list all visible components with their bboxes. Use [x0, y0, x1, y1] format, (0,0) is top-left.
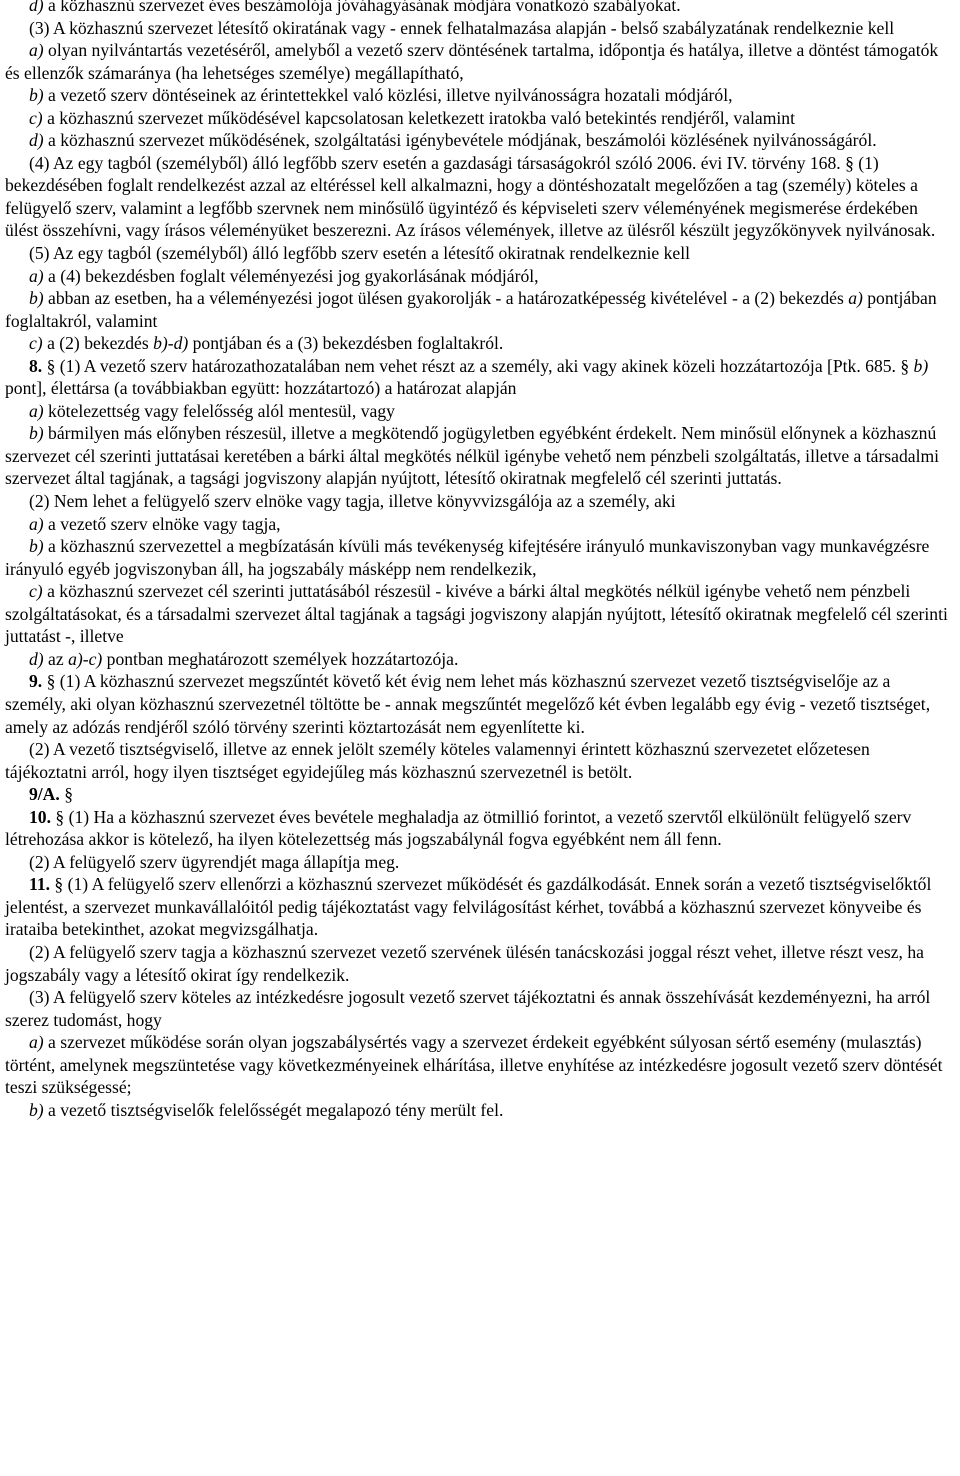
text-run: § — [59, 784, 73, 805]
point-label: d) — [29, 0, 44, 15]
section-number: 11. — [29, 874, 51, 895]
text-run: pontjában és a (3) bekezdésben foglaltakról. — [188, 333, 504, 354]
text-run: § (1) A vezető szerv határozathozatalában nem vehet részt az a személy, aki vagy akinek közeli hozzátartozója [Ptk. 685. § — [42, 355, 914, 376]
text-run: a közhasznú szervezettel a megbízatásán kívüli más tevékenység kifejtésére irányuló munkaviszonyban vagy munkavégzésre irányuló egyéb jogviszonyban áll, ha jogszabály másképp nem rendelkezik, — [5, 536, 930, 579]
text-run: a közhasznú szervezet cél szerinti juttatásából részesül - kivéve a bárki által megkötés nélkül igénybe vehető nem pénzbeli szolgáltatásokat, és a társadalmi szervezet által tagjának a tagsági jogviszony alapján nyújtott, létesítő okiratnak megfelelő cél szerinti juttatást -, illetve — [5, 581, 948, 647]
text-run: a (4) bekezdésben foglalt véleményezési jog gyakorlásának módjáról, — [43, 265, 539, 286]
paragraph — [5, 738, 955, 783]
text-run: (3) A közhasznú szervezet létesítő okiratának vagy - ennek felhatalmazása alapján - belső szabályzatának rendelkeznie kell — [29, 17, 895, 38]
paragraph — [5, 986, 955, 1031]
paragraph — [5, 0, 955, 17]
text-run: § (1) Ha a közhasznú szervezet éves bevétele meghaladja az ötmillió forintot, a vezető szervtől elkülönült felügyelő szerv létrehozása akkor is kötelező, ha ilyen kötelezettség más jogszabálynál fogva egyébként nem áll fenn. — [5, 806, 912, 850]
text-run: (5) Az egy tagból (személyből) álló legfőbb szerv esetén a létesítő okiratnak rendelkeznie kell — [29, 243, 690, 264]
paragraph — [5, 851, 955, 874]
text-run: kötelezettség vagy felelősség alól mentesül, vagy — [43, 400, 395, 421]
text-run: az — [43, 648, 69, 669]
paragraph — [5, 783, 955, 806]
point-label: a) — [29, 40, 44, 61]
text-run: a közhasznú szervezet működésének, szolgáltatási igénybevétele módjának, beszámolói közlésének nyilvánosságáról. — [43, 130, 877, 151]
text-run: olyan nyilvántartás vezetéséről, amelyből a vezető szerv döntésének tartalma, időpontja és hatálya, illetve a döntést támogatók és ellenzők számaránya (ha lehetséges személye) megállapítható, — [5, 40, 939, 83]
point-label: a) — [29, 1032, 44, 1053]
text-run: abban az esetben, ha a véleményezési jogot ülésen gyakorolják - a határozatképesség kivételével - a (2) bekezdés — [43, 288, 849, 309]
text-run: § (1) A közhasznú szervezet megszűntét követő két évig nem lehet más közhasznú szervezet vezető tisztségviselője az a személy, aki olyan közhasznú szervezetnél töltötte be - annak megszűntét megelőző két évben legalább egy évig - vezető tisztséget, amely az adózás rendjéről szóló törvény szerinti köztartozását nem egyenlítette ki. — [5, 671, 931, 737]
paragraph — [5, 513, 955, 536]
paragraph — [5, 490, 955, 513]
text-run: pont], élettársa (a továbbiakban együtt: hozzátartozó) a határozat alapján — [5, 378, 517, 399]
paragraph — [5, 422, 955, 490]
paragraph — [5, 152, 955, 242]
paragraph — [5, 580, 955, 648]
section-number: 8. — [29, 355, 43, 376]
paragraph — [5, 107, 955, 130]
point-label: c) — [29, 333, 43, 354]
point-label: b)-d) — [153, 333, 189, 354]
text-run: (4) Az egy tagból (személyből) álló legfőbb szerv esetén a gazdasági társaságokról szóló 2006. évi IV. törvény 168. § (1) bekezdésében foglalt rendelkezést azzal az eltéréssel kell alkalmazni, hogy a döntéshozatalt megelőzően a tag (személy) köteles a felügyelő szerv, valamint a legfőbb szervnek nem minősülő ügyintéző és képviseleti szerv véleményének megismerése érdekében ülést összehívni, vagy írásos véleményüket beszerezni. Az írásos vélemények, illetve az ülésről készült jegyzőkönyvek nyilvánosak. — [5, 152, 936, 241]
point-label: c) — [29, 581, 43, 602]
text-run: (2) A vezető tisztségviselő, illetve az ennek jelölt személy köteles valamennyi érintett közhasznú szervezetet előzetesen tájékoztatni arról, hogy ilyen tisztséget egyidejűleg más közhasznú szervezetnél is betölt. — [5, 739, 870, 782]
point-label: b) — [29, 288, 44, 309]
point-label: a) — [29, 513, 44, 534]
point-label: a) — [848, 288, 863, 309]
section-number: 10. — [29, 806, 51, 827]
point-label: b) — [29, 536, 44, 557]
paragraph — [5, 1099, 955, 1122]
point-label: a) — [29, 265, 44, 286]
point-label: b) — [913, 355, 929, 376]
paragraph — [5, 129, 955, 152]
text-run: a közhasznú szervezet működésével kapcsolatosan keletkezett iratokba való betekintés rendjéről, valamint — [42, 107, 795, 128]
paragraph — [5, 39, 955, 84]
text-run: a szervezet működése során olyan jogszabálysértés vagy a szervezet érdekeit egyébként súlyosan sértő esemény (mulasztás) történt, amelynek megszüntetése vagy következményeinek elhárítása, illetve enyhítése az intézkedésre jogosult vezető szerv döntését teszi szükségessé; — [5, 1032, 943, 1098]
text-run: a (2) bekezdés — [42, 333, 154, 354]
text-run: pontjában foglaltakról, valamint — [5, 288, 937, 331]
paragraph — [5, 670, 955, 738]
point-label: d) — [29, 648, 44, 669]
text-run: (2) A felügyelő szerv ügyrendjét maga állapítja meg. — [29, 851, 400, 872]
point-label: d) — [29, 130, 44, 151]
paragraph — [5, 265, 955, 288]
paragraph — [5, 941, 955, 986]
text-run: bármilyen más előnyben részesül, illetve a megkötendő jogügyletben egyébként érdekelt. Nem minősül előnynek a közhasznú szervezet cél szerinti juttatásai keretében a bárki által megkötés nélkül igénybe vehető nem pénzbeli szolgáltatás, illetve a társadalmi szervezet által tagjának, a tagsági jogviszony alapján nyújtott, létesítő okiratnak megfelelő cél szerinti juttatás. — [5, 423, 940, 489]
paragraph — [5, 873, 955, 941]
paragraph — [5, 806, 955, 851]
paragraph — [5, 287, 955, 332]
text-run: (2) Nem lehet a felügyelő szerv elnöke vagy tagja, illetve könyvvizsgálója az a személy, aki — [29, 491, 676, 512]
text-run: a vezető szerv elnöke vagy tagja, — [43, 513, 281, 534]
paragraph — [5, 355, 955, 400]
paragraph — [5, 17, 955, 40]
paragraph — [5, 332, 955, 355]
paragraph — [5, 242, 955, 265]
text-run: pontban meghatározott személyek hozzátartozója. — [102, 648, 459, 669]
point-label: b) — [29, 85, 44, 106]
paragraph — [5, 1031, 955, 1099]
point-label: a)-c) — [68, 648, 103, 669]
text-run: (3) A felügyelő szerv köteles az intézkedésre jogosult vezető szervet tájékoztatni és annak összehívását kezdeményezni, ha arról szerez tudomást, hogy — [5, 987, 931, 1030]
section-number: 9. — [29, 671, 43, 692]
point-label: b) — [29, 423, 44, 444]
text-run: a vezető tisztségviselők felelősségét megalapozó tény merült fel. — [43, 1099, 504, 1120]
paragraph — [5, 400, 955, 423]
paragraph — [5, 535, 955, 580]
paragraph — [5, 648, 955, 671]
paragraph — [5, 84, 955, 107]
text-run: (2) A felügyelő szerv tagja a közhasznú szervezet vezető szervének ülésén tanácskozási joggal részt vehet, illetve részt vesz, ha jogszabály vagy a létesítő okirat így rendelkezik. — [5, 941, 924, 985]
text-run: § (1) A felügyelő szerv ellenőrzi a közhasznú szervezet működését és gazdálkodását. Ennek során a vezető tisztségviselőktől jelentést, a szervezet munkavállalóitól pedig tájékoztatást vagy felvilágosítást kérhet, továbbá a közhasznú szervezet könyveibe és irataiba betekinthet, azokat megvizsgálhatja. — [5, 874, 932, 940]
point-label: c) — [29, 107, 43, 128]
text-run: a vezető szerv döntéseinek az érintettekkel való közlési, illetve nyilvánosságra hozatali módjáról, — [43, 85, 733, 106]
section-number: 9/A. — [29, 784, 60, 805]
point-label: a) — [29, 400, 44, 421]
point-label: b) — [29, 1099, 44, 1120]
text-run: a közhasznú szervezet éves beszámolója jóváhagyásának módjára vonatkozó szabályokat. — [43, 0, 681, 15]
